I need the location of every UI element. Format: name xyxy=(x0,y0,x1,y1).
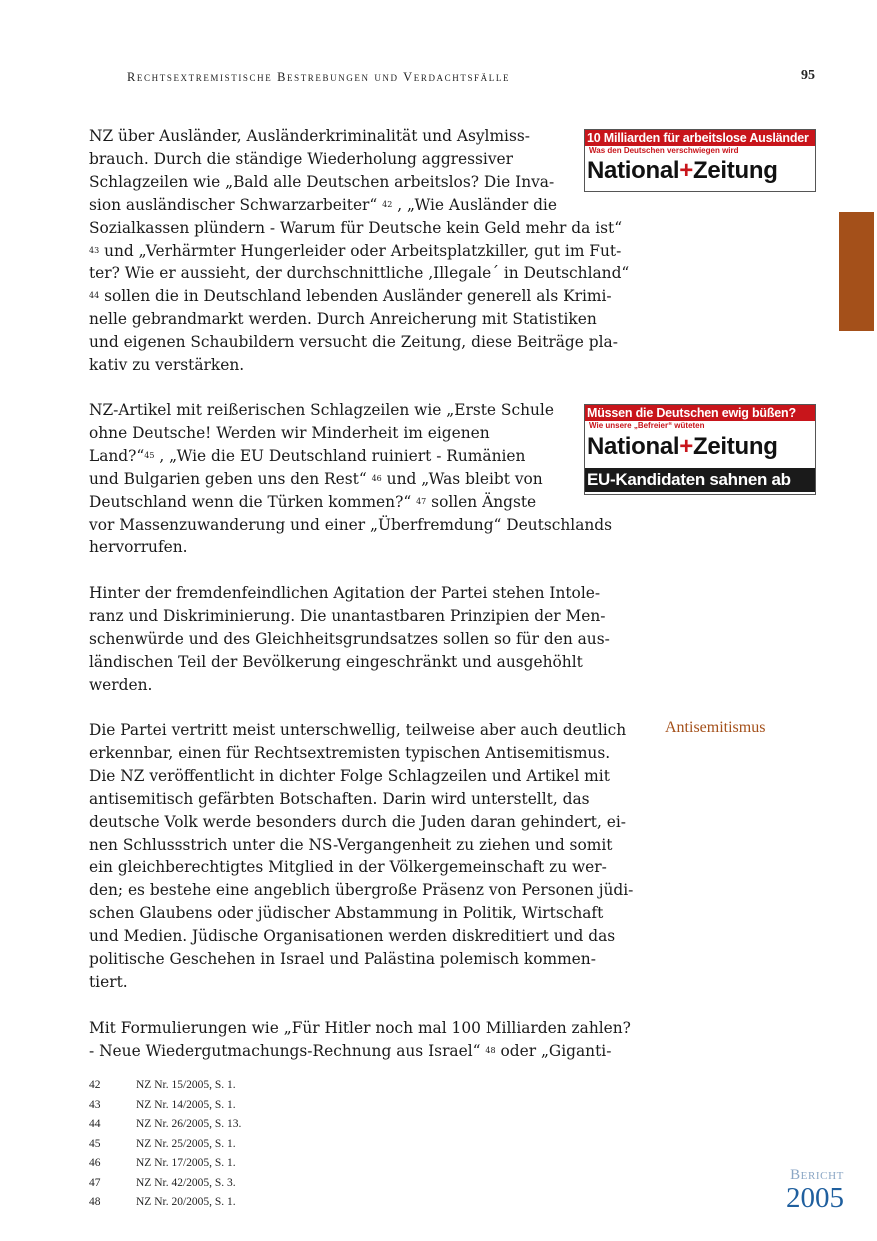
text-segment: Deutschland wenn die Türken kommen?“ xyxy=(89,492,417,511)
text-line xyxy=(89,468,644,491)
brand-word: Bericht xyxy=(790,1167,844,1183)
text-line: und eigenen Schaubildern versucht die Zeitung, diese Beiträge pla- xyxy=(89,333,618,352)
text-line: NZ-Artikel mit reißerischen Schlagzeilen wie „Erste Schule xyxy=(89,401,554,419)
text-line xyxy=(89,194,644,217)
clipping-masthead xyxy=(585,432,815,462)
footnote-number: 47 xyxy=(89,1176,101,1189)
clipping-subline: Was den Deutschen verschwiegen wird xyxy=(585,146,815,156)
text-line: tiert. xyxy=(89,972,128,991)
text-segment: sollen die in Deutschland lebenden Ausländer generell als Krimi- xyxy=(99,287,612,306)
newspaper-clipping-2 xyxy=(584,404,816,495)
text-line: und Medien. Jüdische Organisationen werden diskreditiert und das xyxy=(89,927,616,946)
masthead-left: National xyxy=(587,433,680,460)
footnote-reference: 44 xyxy=(89,291,100,301)
text-line: ländischen Teil der Bevölkerung eingeschränkt und ausgehöhlt xyxy=(89,652,583,671)
footnote-reference: 46 xyxy=(371,473,382,483)
running-header xyxy=(127,68,815,90)
footnote-number: 46 xyxy=(89,1157,101,1169)
text-line: Hinter der fremdenfeindlichen Agitation der Partei stehen Intole- xyxy=(89,584,601,602)
text-line: ter? Wie er aussieht, der durchschnittliche ‚Illegale´ in Deutschland“ xyxy=(89,264,630,283)
footnote-reference: 42 xyxy=(382,199,393,209)
footnote-number: 43 xyxy=(89,1098,101,1111)
text-line: hervorrufen. xyxy=(89,538,188,557)
footnote-reference: 45 xyxy=(144,450,155,460)
text-line: NZ über Ausländer, Ausländerkriminalität und Asylmiss- xyxy=(89,127,530,145)
text-line xyxy=(89,491,644,514)
footnote-text: NZ Nr. 14/2005, S. 1. xyxy=(136,1098,236,1111)
text-line: Schlagzeilen wie „Bald alle Deutschen arbeitslos? Die Inva- xyxy=(89,172,555,191)
text-segment: und Bulgarien geben uns den Rest“ xyxy=(89,469,372,488)
text-line: brauch. Durch die ständige Wiederholung aggressiver xyxy=(89,149,514,168)
footnote-reference: 47 xyxy=(416,496,427,506)
footnote-number: 45 xyxy=(89,1137,101,1150)
text-line xyxy=(89,445,644,468)
footnote-text: NZ Nr. 20/2005, S. 1. xyxy=(136,1196,236,1208)
text-line: Mit Formulierungen wie „Für Hitler noch mal 100 Milliarden zahlen? xyxy=(89,1019,631,1037)
paragraph-4 xyxy=(89,719,644,994)
text-line xyxy=(89,285,644,308)
text-segment: sion ausländischer Schwarzarbeiter“ xyxy=(89,195,383,214)
clipping-masthead xyxy=(585,156,815,186)
text-line: den; es bestehe eine angeblich übergroße Präsenz von Personen jüdi- xyxy=(89,881,634,900)
text-line: nelle gebrandmarkt werden. Durch Anreicherung mit Statistiken xyxy=(89,310,597,329)
masthead-plus: + xyxy=(679,157,693,184)
footnote-reference: 43 xyxy=(89,245,100,255)
newspaper-clipping-1 xyxy=(584,129,816,192)
text-segment: , „Wie Ausländer die xyxy=(392,195,557,214)
text-line: werden. xyxy=(89,675,153,694)
masthead-left: National xyxy=(587,157,680,184)
text-segment: und „Was bleibt von xyxy=(381,469,543,488)
margin-label-antisemitismus: Antisemitismus xyxy=(665,719,766,736)
text-line: Die NZ veröffentlicht in dichter Folge Schlagzeilen und Artikel mit xyxy=(89,766,610,785)
paragraph-3 xyxy=(89,582,644,697)
paragraph-5 xyxy=(89,1017,644,1063)
text-line: vor Massenzuwanderung und einer „Überfremdung“ Deutschlands xyxy=(89,515,613,534)
text-segment: sollen Ängste xyxy=(426,492,537,511)
clipping-footer-headline: EU-Kandidaten sahnen ab xyxy=(585,468,815,492)
text-line: schenwürde und des Gleichheitsgrundsatzes sollen so für den aus- xyxy=(89,629,610,648)
masthead-right: Zeitung xyxy=(693,157,778,184)
footnote-text: NZ Nr. 25/2005, S. 1. xyxy=(136,1137,236,1150)
paragraph-1 xyxy=(89,125,644,377)
page-number: 95 xyxy=(801,68,815,83)
footnote-number: 48 xyxy=(89,1196,101,1208)
text-segment: , „Wie die EU Deutschland ruiniert - Rumänien xyxy=(154,446,526,465)
text-line: Sozialkassen plündern - Warum für Deutsche kein Geld mehr da ist“ xyxy=(89,218,623,237)
text-line: deutsche Volk werde besonders durch die Juden daran gehindert, ei- xyxy=(89,812,626,831)
clipping-headline: 10 Milliarden für arbeitslose Ausländer xyxy=(585,130,815,146)
clipping-headline: Müssen die Deutschen ewig büßen? xyxy=(585,405,815,421)
text-line: Die Partei vertritt meist unterschwellig, teilweise aber auch deutlich xyxy=(89,721,627,739)
text-line: schen Glaubens oder jüdischer Abstammung in Politik, Wirtschaft xyxy=(89,904,604,923)
text-segment: und „Verhärmter Hungerleider oder Arbeitsplatzkiller, gut im Fut- xyxy=(99,241,622,260)
paragraph-2 xyxy=(89,399,644,559)
clipping-subline: Wie unsere „Befreier“ wüteten xyxy=(585,421,815,431)
brand-year: 2005 xyxy=(786,1182,844,1214)
chapter-tab-marker xyxy=(839,212,874,331)
text-line: nen Schlussstrich unter die NS-Vergangenheit zu ziehen und somit xyxy=(89,835,613,854)
masthead-plus: + xyxy=(679,433,693,460)
footnote-reference: 48 xyxy=(485,1045,496,1055)
text-line: ranz und Diskriminierung. Die unantastbaren Prinzipien der Men- xyxy=(89,606,606,625)
masthead-right: Zeitung xyxy=(693,433,778,460)
footnote-number: 42 xyxy=(89,1079,101,1091)
text-segment: oder „Giganti- xyxy=(495,1041,612,1060)
text-line: ein gleichberechtigtes Mitglied in der Völkergemeinschaft zu wer- xyxy=(89,858,607,877)
text-segment: Land?“ xyxy=(89,446,145,465)
text-line xyxy=(89,1040,644,1063)
footnote-number: 44 xyxy=(89,1118,101,1130)
text-segment: - Neue Wiedergutmachungs-Rechnung aus Israel“ xyxy=(89,1041,486,1060)
footnote-text: NZ Nr. 42/2005, S. 3. xyxy=(136,1176,236,1189)
text-line: ohne Deutsche! Werden wir Minderheit im eigenen xyxy=(89,423,490,442)
footnote-text: NZ Nr. 15/2005, S. 1. xyxy=(136,1079,236,1091)
text-line: politische Geschehen in Israel und Palästina polemisch kommen- xyxy=(89,950,596,969)
report-brand-logo xyxy=(770,1166,850,1212)
text-line xyxy=(89,240,644,263)
footnote-text: NZ Nr. 26/2005, S. 13. xyxy=(136,1118,242,1130)
footnote-text: NZ Nr. 17/2005, S. 1. xyxy=(136,1157,236,1169)
text-line: antisemitisch gefärbten Botschaften. Darin wird unterstellt, das xyxy=(89,789,590,808)
text-line: kativ zu verstärken. xyxy=(89,356,245,375)
text-line: erkennbar, einen für Rechtsextremisten typischen Antisemitismus. xyxy=(89,743,611,762)
running-header-title: Rechtsextremistische Bestrebungen und Verdachtsfälle xyxy=(127,70,511,84)
